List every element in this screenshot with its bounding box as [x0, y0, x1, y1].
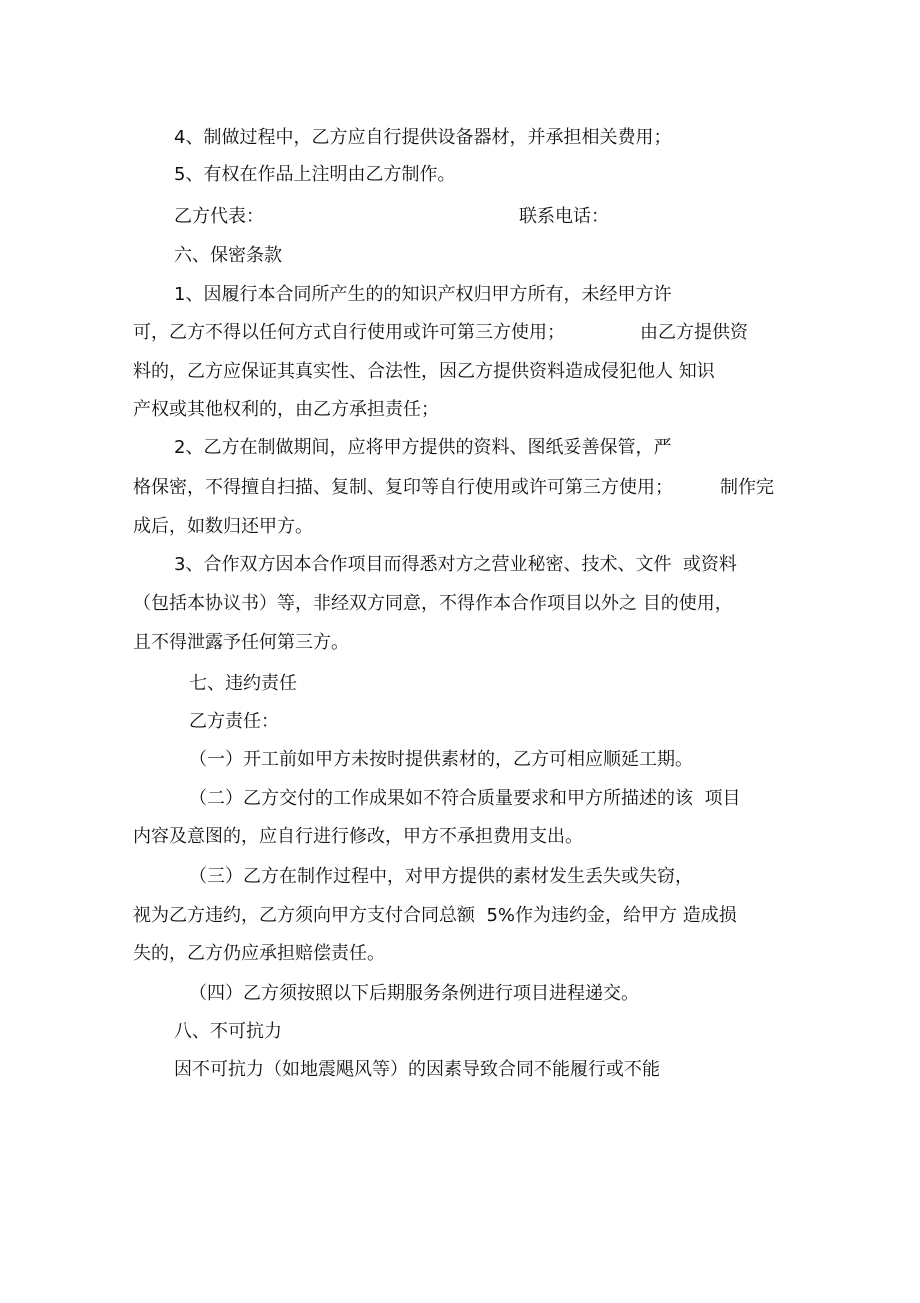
clause-4-text: 4、制做过程中，乙方应自行提供设备器材，并承担相关费用；: [174, 127, 672, 148]
confidentiality-clause-3-line-1: 3、合作双方因本合作项目而得悉对方之营业秘密、技术、文件 或资料: [174, 554, 737, 575]
liability-item-1: （一）开工前如甲方未按时提供素材的，乙方可相应顺延工期。: [189, 749, 693, 770]
confidentiality-clause-2-line-2: 格保密，不得擅自扫描、复制、复印等自行使用或许可第三方使用；: [133, 477, 673, 498]
section-seven-heading: 七、违约责任: [189, 673, 297, 694]
confidentiality-clause-2-line-2-tail: 制作完: [720, 477, 774, 498]
section-six-heading: 六、保密条款: [174, 245, 282, 266]
liability-item-2-line-2: 内容及意图的，应自行进行修改，甲方不承担费用支出。: [133, 826, 583, 847]
confidentiality-clause-1-line-3: 料的，乙方应保证其真实性、合法性，因乙方提供资料造成侵犯他人 知识: [133, 361, 715, 382]
confidentiality-clause-1-line-2-tail: 由乙方提供资: [640, 322, 748, 343]
confidentiality-clause-3-line-2: （包括本协议书）等，非经双方同意，不得作本合作项目以外之 目的使用，: [133, 593, 733, 614]
clause-5-text: 5、有权在作品上注明由乙方制作。: [174, 164, 456, 185]
liability-item-3-line-1: （三）乙方在制作过程中，对甲方提供的素材发生丢失或失窃，: [189, 866, 693, 887]
confidentiality-clause-1-line-2: 可，乙方不得以任何方式自行使用或许可第三方使用；: [133, 322, 565, 343]
confidentiality-clause-2-line-3: 成后，如数归还甲方。: [133, 516, 313, 537]
confidentiality-clause-1-line-1: 1、因履行本合同所产生的的知识产权归甲方所有，未经甲方许: [174, 284, 672, 305]
confidentiality-clause-2-line-1: 2、乙方在制做期间，应将甲方提供的资料、图纸妥善保管，严: [174, 437, 672, 458]
contact-phone-label: 联系电话：: [519, 206, 609, 227]
confidentiality-clause-1-line-4: 产权或其他权利的，由乙方承担责任；: [133, 399, 439, 420]
force-majeure-line-1: 因不可抗力（如地震飓风等）的因素导致合同不能履行或不能: [174, 1059, 660, 1080]
liability-item-3-line-3: 失的，乙方仍应承担赔偿责任。: [133, 943, 385, 964]
party-b-representative-label: 乙方代表：: [174, 206, 264, 227]
liability-item-3-line-2: 视为乙方违约，乙方须向甲方支付合同总额 5%作为违约金，给甲方 造成损: [133, 905, 737, 926]
liability-item-2-line-1: （二）乙方交付的工作成果如不符合质量要求和甲方所描述的该 项目: [189, 788, 741, 809]
section-eight-heading: 八、不可抗力: [174, 1021, 282, 1042]
party-b-liability-label: 乙方责任：: [189, 711, 279, 732]
liability-item-4: （四）乙方须按照以下后期服务条例进行项目进程递交。: [189, 983, 639, 1004]
confidentiality-clause-3-line-3: 且不得泄露予任何第三方。: [133, 632, 349, 653]
